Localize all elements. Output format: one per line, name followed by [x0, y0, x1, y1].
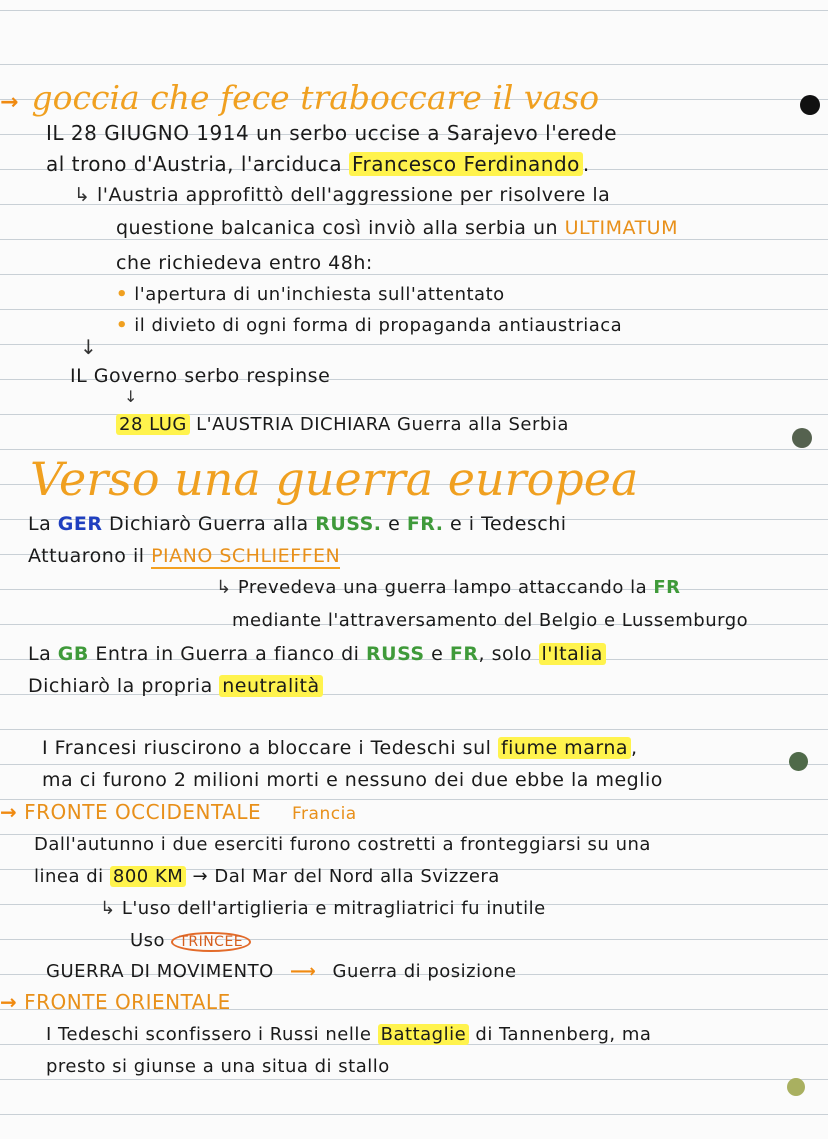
- p3-l5c: e: [424, 643, 450, 665]
- p3-line4: mediante l'attraversamento del Belgio e Lussemburgo: [232, 610, 749, 631]
- p3-line3: [216, 577, 681, 598]
- p1-line2-text: al trono d'Austria, l'arciduca: [46, 152, 349, 176]
- p3-line6: [28, 675, 323, 697]
- movimento-arrow-icon: ⟶: [289, 961, 317, 982]
- binder-hole-4: [787, 1078, 805, 1096]
- fr-word-2: FR: [653, 577, 681, 598]
- p3-l1a: La: [28, 513, 58, 535]
- p2-line2-text: L'AUSTRIA DICHIARA Guerra alla Serbia: [189, 414, 569, 435]
- p4-line7: [130, 930, 251, 951]
- p4-line10: [46, 1024, 651, 1045]
- guerra-movimento: GUERRA DI MOVIMENTO: [46, 961, 274, 982]
- p3-l6a: Dichiarò la propria: [28, 675, 220, 697]
- russ-word: RUSS.: [315, 513, 382, 535]
- fronte-occidentale-line: [0, 800, 357, 824]
- p1-bullet1: [116, 284, 505, 305]
- battaglie-highlight: Battaglie: [378, 1024, 470, 1045]
- title-arrow-icon: →: [0, 90, 19, 115]
- gb-word: GB: [57, 643, 89, 665]
- p1-line3-text: l'Austria approfittò dell'aggressione per risolvere la: [96, 184, 611, 206]
- p4-line5: [34, 866, 500, 887]
- p3-l1d: e i Tedeschi: [443, 513, 567, 535]
- binder-hole-1: [800, 95, 820, 115]
- fr-word: FR.: [406, 513, 444, 535]
- p4-line6: [100, 898, 546, 919]
- francesco-ferdinando-highlight: Francesco Ferdinando: [349, 152, 583, 176]
- p1-line5: che richiedeva entro 48h:: [116, 252, 373, 274]
- p3-line5: [28, 643, 606, 665]
- fronte-arrow-icon: →: [0, 800, 18, 824]
- p1-line2-end: .: [582, 152, 590, 176]
- neutralita-highlight: neutralità: [219, 675, 322, 697]
- p4-l1b: ,: [631, 737, 638, 759]
- fiume-marna-highlight: fiume marna: [498, 737, 631, 759]
- p4-l10b: di Tannenberg, ma: [469, 1024, 652, 1045]
- p1-line1: IL 28 GIUGNO 1914 un serbo uccise a Sarajevo l'erede: [46, 121, 618, 145]
- binder-hole-2: [792, 428, 812, 448]
- p4-l10a: I Tedeschi sconfissero i Russi nelle: [46, 1024, 378, 1045]
- p3-l1c: e: [381, 513, 407, 535]
- p1-line2: [46, 152, 590, 176]
- fronte-orientale: FRONTE ORIENTALE: [24, 990, 231, 1014]
- italia-highlight: l'Italia: [539, 643, 606, 665]
- p3-line2: [28, 545, 340, 567]
- p4-l5a: linea di: [34, 866, 110, 887]
- return-arrow-icon: ↳: [100, 898, 116, 919]
- p3-l2a: Attuarono il: [28, 545, 152, 567]
- p3-l5d: , solo: [478, 643, 539, 665]
- p4-line1: [42, 737, 638, 759]
- return-arrow-icon: ↳: [74, 184, 91, 206]
- bullet2-text: il divieto di ogni forma di propaganda antiaustriaca: [134, 315, 623, 336]
- p4-l6-text: L'uso dell'artiglieria e mitragliatrici fu inutile: [121, 898, 546, 919]
- russ-word-2: RUSS: [366, 643, 425, 665]
- p4-line8: [46, 961, 517, 982]
- p1-bullet2: [116, 315, 622, 336]
- p3-l5a: La: [28, 643, 58, 665]
- fronte-occidentale: FRONTE OCCIDENTALE: [24, 800, 262, 824]
- p1-line3: [74, 184, 610, 206]
- fr-word-3: FR: [449, 643, 479, 665]
- p4-line4: Dall'autunno i due eserciti furono costretti a fronteggiarsi su una: [34, 834, 651, 855]
- fronte-arrow-icon-2: →: [0, 990, 18, 1014]
- p1-line4: [116, 217, 678, 239]
- p3-l5b: Entra in Guerra a fianco di: [88, 643, 367, 665]
- p4-l7a: Uso: [130, 930, 172, 951]
- bullet-icon: •: [116, 315, 129, 336]
- p3-l1b: Dichiarò Guerra alla: [102, 513, 316, 535]
- p4-l5b: → Dal Mar del Nord alla Svizzera: [186, 866, 500, 887]
- date-28-lug: 28 LUG: [116, 414, 190, 435]
- p2-line1: IL Governo serbo respinse: [70, 365, 331, 387]
- p4-line2: ma ci furono 2 milioni morti e nessuno dei due ebbe la meglio: [42, 769, 663, 791]
- ger-word: GER: [57, 513, 103, 535]
- fronte-orientale-line: [0, 990, 231, 1014]
- page-title: goccia che fece traboccare il vaso: [31, 78, 600, 117]
- ultimatum-word: ULTIMATUM: [564, 217, 678, 239]
- p2-line2: [116, 414, 569, 435]
- guerra-posizione: Guerra di posizione: [332, 961, 517, 982]
- p4-line11: presto si giunse a una situa di stallo: [46, 1056, 390, 1077]
- section-heading: Verso una guerra europea: [30, 452, 639, 506]
- p3-line1: [28, 513, 567, 535]
- p1-line4-text: questione balcanica così inviò alla serbia un: [116, 217, 565, 239]
- p3-l3a: Prevedeva una guerra lampo attaccando la: [237, 577, 654, 598]
- bullet-icon: •: [116, 284, 129, 305]
- return-arrow-icon: ↳: [216, 577, 232, 598]
- p4-l1a: I Francesi riuscirono a bloccare i Tedeschi sul: [42, 737, 498, 759]
- trincee-circled: TRINCEE: [171, 932, 251, 952]
- piano-schlieffen: PIANO SCHLIEFFEN: [151, 545, 341, 567]
- title-line: [0, 78, 599, 117]
- bullet1-text: l'apertura di un'inchiesta sull'attentato: [134, 284, 505, 305]
- francia-label: Francia: [292, 804, 357, 824]
- km-highlight: 800 KM: [110, 866, 186, 887]
- binder-hole-3: [789, 752, 808, 771]
- down-arrow-icon: ↓: [80, 335, 97, 359]
- down-arrow-icon-2: ↓: [124, 387, 138, 406]
